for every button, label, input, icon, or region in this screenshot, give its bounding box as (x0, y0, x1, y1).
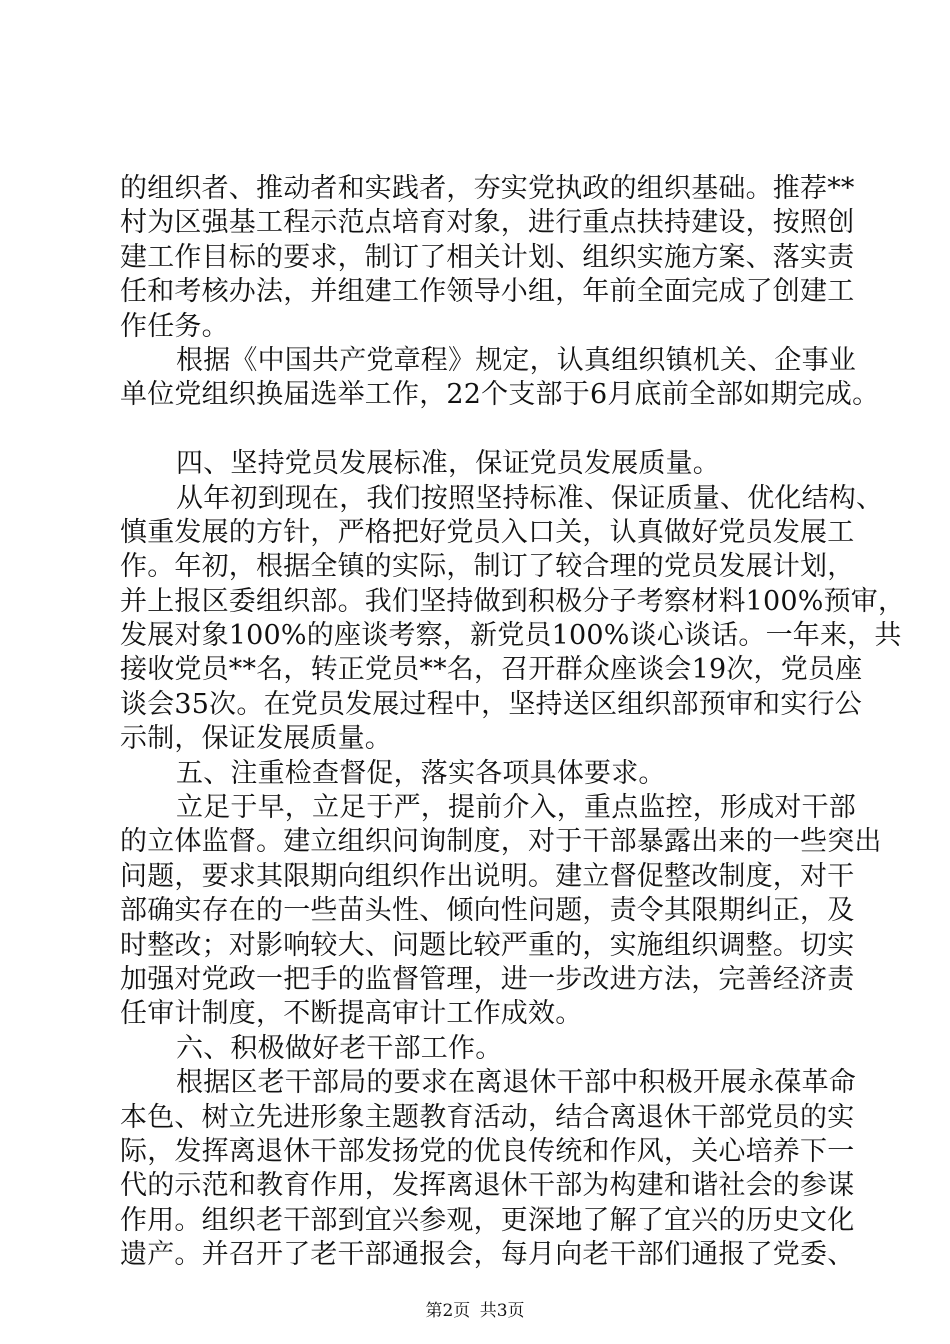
text-line: 接收党员**名，转正党员**名，召开群众座谈会19次，党员座 (120, 654, 863, 686)
text-line: 任审计制度，不断提高审计工作成效。 (120, 998, 583, 1030)
text-line: 作任务。 (120, 310, 229, 342)
text-line: 任和考核办法，并组建工作领导小组，年前全面完成了创建工 (120, 276, 855, 308)
text-line: 时整改；对影响较大、问题比较严重的，实施组织调整。切实 (120, 929, 855, 961)
text-line: 的组织者、推动者和实践者，夯实党执政的组织基础。推荐** (120, 173, 855, 204)
page-total: 共3页 (479, 1301, 525, 1321)
text-line: 发展对象100%的座谈考察，新党员100%谈心谈话。一年来，共 (120, 620, 902, 652)
paragraph (120, 1066, 856, 1272)
text-line: 立足于早，立足于严，提前介入，重点监控，形成对干部 (176, 792, 856, 824)
paragraph-gap (120, 413, 840, 447)
page-number: 第2页 (425, 1301, 471, 1321)
text-line: 作用。组织老干部到宜兴参观，更深地了解了宜兴的历史文化 (120, 1204, 855, 1236)
text-line: 从年初到现在，我们按照坚持标准、保证质量、优化结构、 (176, 482, 884, 514)
paragraph (120, 344, 880, 413)
text-line: 建工作目标的要求，制订了相关计划、组织实施方案、落实责 (120, 241, 855, 273)
text-line: 根据区老干部局的要求在离退休干部中积极开展永葆革命 (176, 1067, 856, 1099)
paragraph (120, 172, 855, 344)
text-line: 代的示范和教育作用，发挥离退休干部为构建和谐社会的参谋 (120, 1170, 855, 1202)
document-body (120, 172, 906, 1273)
paragraph (120, 482, 906, 757)
paragraph (120, 791, 882, 1032)
text-line: 慎重发展的方针，严格把好党员入口关，认真做好党员发展工 (120, 516, 855, 548)
section-heading: 六、积极做好老干部工作。 (176, 1032, 503, 1064)
text-line: 际，发挥离退休干部发扬党的优良传统和作风，关心培养下一 (120, 1135, 855, 1167)
text-line: 问题，要求其限期向组织作出说明。建立督促整改制度，对干 (120, 860, 855, 892)
section-heading: 四、坚持党员发展标准，保证党员发展质量。 (176, 448, 720, 480)
page-footer (0, 1300, 950, 1322)
text-line: 根据《中国共产党章程》规定，认真组织镇机关、企事业 (176, 344, 856, 376)
text-line: 部确实存在的一些苗头性、倾向性问题，责令其限期纠正，及 (120, 895, 855, 927)
text-line: 遗产。并召开了老干部通报会，每月向老干部们通报了党委、 (120, 1239, 855, 1271)
text-line: 谈会35次。在党员发展过程中，坚持送区组织部预审和实行公 (120, 688, 862, 720)
text-line: 示制，保证发展质量。 (120, 723, 392, 755)
text-line: 单位党组织换届选举工作，22个支部于6月底前全部如期完成。 (120, 379, 880, 411)
section-heading: 五、注重检查督促，落实各项具体要求。 (176, 757, 666, 789)
text-line: 本色、树立先进形象主题教育活动，结合离退休干部党员的实 (120, 1101, 855, 1133)
text-line: 作。年初，根据全镇的实际，制订了较合理的党员发展计划， (120, 551, 855, 583)
text-line: 加强对党政一把手的监督管理，进一步改进方法，完善经济责 (120, 963, 855, 995)
text-line: 并上报区委组织部。我们坚持做到积极分子考察材料100%预审， (120, 585, 906, 617)
text-line: 的立体监督。建立组织问询制度，对于干部暴露出来的一些突出 (120, 826, 882, 858)
text-line: 村为区强基工程示范点培育对象，进行重点扶持建设，按照创 (120, 207, 855, 239)
